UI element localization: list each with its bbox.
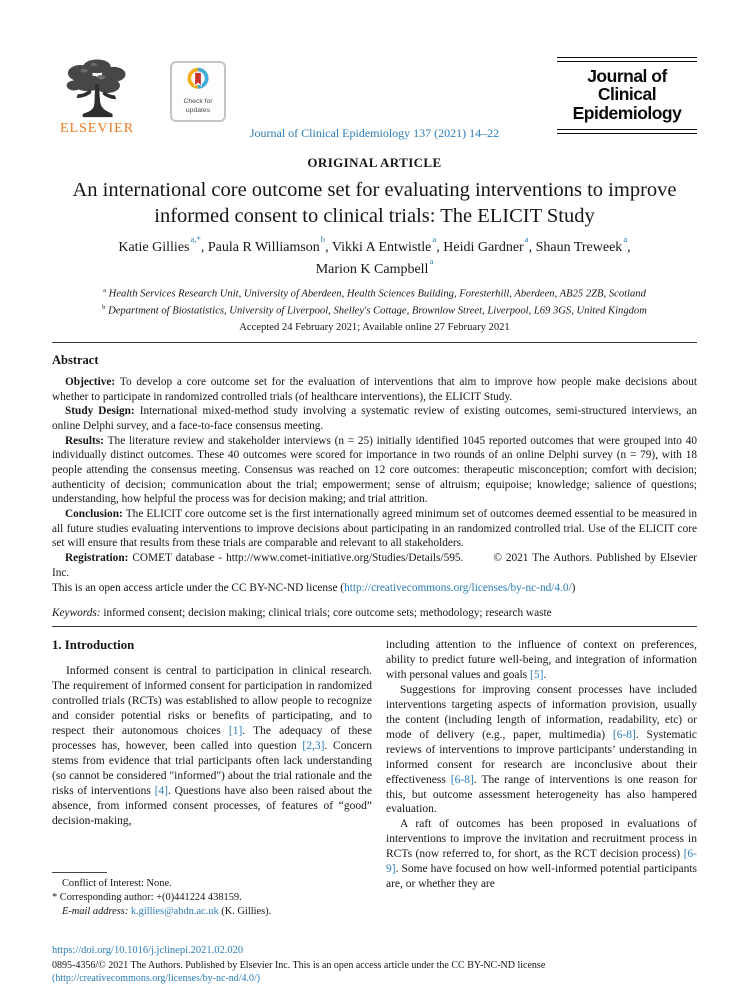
article-body: [52, 638, 697, 940]
crossmark-icon: [185, 66, 211, 92]
citation-5[interactable]: [5]: [530, 669, 544, 682]
authors-line-2: [52, 255, 697, 280]
author: Marion K Campbell$^a$: [315, 255, 434, 278]
intro-paragraph-1: Informed consent is central to participation in clinical research. The requirement of informed consent for participation in randomized controlled trials (RCTs) was established to allow people to recognize and consider potential risks or benefits of participating, and to respect their autonomous choices [1]. The adequacy of these processes has, however, been called into question [2,3]. Concern stems from evidence that trial participants often lack understanding (so cannot be considered "informed") about the trial rationale and the risks of interventions [4]. Questions have also been raised about the absence, from informed consent processes, of features of “good” decision-making,: [52, 665, 372, 827]
affiliations: [52, 286, 697, 319]
author: Vikki A Entwistle$^a$,: [331, 233, 444, 256]
citation-2-3[interactable]: [2,3]: [302, 739, 325, 752]
footnotes: [52, 872, 372, 919]
citation-1[interactable]: [1]: [228, 724, 243, 737]
abstract-objective: Objective: To develop a core outcome set for the evaluation of interventions that aim to improve how people make decisions about whether to participate in randomized controlled trials (of healthcare interventions), the ELICIT Study.: [52, 376, 697, 403]
cc-license-link[interactable]: http://creativecommons.org/licenses/by-nc-nd/4.0/: [344, 581, 572, 594]
journal-citation: Journal of Clinical Epidemiology 137 (2021) 14–22: [249, 126, 500, 140]
copyright-line: 0895-4356/© 2021 The Authors. Published by Elsevier Inc. This is an open access article under the CC BY-NC-ND license: [52, 960, 546, 972]
author: Heidi Gardner$^a$,: [443, 233, 536, 256]
abstract-results: Results: The literature review and stakeholder interviews (n = 25) initially identified 1045 reported outcomes that were grouped into 40 individually distinct outcomes. These 40 outcomes were scored for importance in two rounds of an online Delphi survey (n = 79), with 18 people attending the consensus meeting. Consensus was reached on 12 core outcomes: therapeutic misconception; comfort with decision; authenticity of decision; communication about the trial; empowerment; sense of altruism; equipoise; knowledge; salience of questions; understanding, how helpful the process was for decision making; and trial attrition.: [52, 434, 697, 506]
open-access-statement: This is an open access article under the CC BY-NC-ND license (http://creativecommons.org/licenses/by-nc-nd/4.0/): [52, 581, 576, 594]
check-for-updates-badge[interactable]: [170, 61, 226, 122]
elsevier-tree-icon: [61, 57, 133, 119]
divider-keywords: [52, 626, 697, 627]
journal-logo: [557, 57, 697, 134]
page-header: [52, 57, 697, 141]
footer: [52, 959, 697, 985]
citation-6-8[interactable]: [6-8]: [450, 773, 474, 786]
citation-4[interactable]: [4]: [154, 784, 168, 797]
elsevier-wordmark: ELSEVIER: [59, 121, 135, 136]
abstract-registration: Registration: COMET database - http://www.comet-initiative.org/Studies/Details/595. © 2021 The Authors. Published by Elsevier Inc.: [52, 552, 697, 579]
article-title: An international core outcome set for evaluating interventions to improve informed consent to clinical trials: The ELICIT Study: [72, 179, 677, 228]
journal-logo-line-1: Journal of: [587, 65, 667, 86]
author: Shaun Treweek$^a$,: [535, 233, 631, 256]
abstract: [52, 375, 697, 595]
authors-line-1: [52, 233, 697, 258]
author: Katie Gillies$^{a,*}$,: [118, 233, 208, 256]
email-link[interactable]: k.gillies@abdn.ac.uk: [130, 906, 219, 918]
citation-6-9[interactable]: [6-9]: [386, 848, 697, 876]
affiliation-b: $^b$ Department of Biostatistics, University of Liverpool, Shelley's Cottage, Brownlow Street, Liverpool, L69 3GS, United Kingdom: [102, 303, 647, 317]
footnote-rule: [52, 872, 107, 873]
corresponding-author-note: * Corresponding author: +(0)441224 438159.: [52, 892, 242, 904]
abstract-study-design: Study Design: International mixed-method study involving a systematic review of existing outcomes, semi-structured interviews, an online Delphi survey, and a face-to-face consensus meeting.: [52, 405, 697, 433]
article-type-label: ORIGINAL ARTICLE: [307, 155, 442, 170]
license-link[interactable]: (http://creativecommons.org/licenses/by-nc-nd/4.0/): [52, 973, 261, 985]
authors: [52, 233, 697, 280]
abstract-heading: Abstract: [52, 353, 99, 368]
affiliation-a: $^a$ Health Services Research Unit, University of Aberdeen, Health Sciences Building, Foresterhill, Aberdeen, AB25 2ZB, Scotland: [103, 287, 646, 300]
journal-logo-line-2: Clinical: [597, 84, 657, 105]
column-left: [52, 638, 372, 940]
journal-logo-line-3: Epidemiology: [572, 103, 682, 124]
elsevier-logo: [54, 57, 140, 137]
abstract-conclusion: Conclusion: The ELICIT core outcome set is the first internationally agreed minimum set of outcomes deemed essential to be measured in all future studies evaluating interventions to improve decisions about participating in an randomized controlled trial. Use of the ELICIT core set will ensure that results from these trials are comparable and relevant to all stakeholders.: [52, 508, 698, 550]
section-heading-introduction: 1. Introduction: [52, 638, 135, 653]
doi-link[interactable]: https://doi.org/10.1016/j.jclinepi.2021.02.020: [52, 945, 244, 957]
conflict-of-interest-note: Conflict of Interest: None.: [62, 878, 172, 890]
keywords: Keywords: informed consent; decision making; clinical trials; core outcome sets; methodology; research waste: [52, 607, 552, 620]
column-right: [386, 638, 697, 940]
email-note: E-mail address: k.gillies@abdn.ac.uk (K. Gillies).: [62, 906, 272, 918]
intro-paragraph-2: Suggestions for improving consent processes have included interventions targeting aspects of information provision, usually the content (including length of information, readability, etc) or mode of delivery (e.g., paper, multimedia) [6-8]. Systematic reviews of interventions to improve participants’ understanding in informed consent for research are inconclusive about their effectiveness [6-8]. The range of interventions is one reason for this, but outcome assessment heterogeneity has also hampered evaluation.: [386, 683, 697, 816]
article-dates: Accepted 24 February 2021; Available online 27 February 2021: [239, 322, 510, 334]
intro-paragraph-3: A raft of outcomes has been proposed in evaluations of interventions to improve the invitation and recruitment process in RCTs (now referred to, for short, as the RCT decision process) [6-9]. Some have focused on how well-informed potential participants are, or whether they are: [386, 818, 697, 891]
intro-paragraph-1-continued: including attention to the influence of context on preferences, ability to predict future well-being, and integration of information with personal values and goals [5].: [386, 639, 697, 682]
check-badge-label-2: updates: [185, 106, 211, 114]
author: Paula R Williamson$^b$,: [207, 233, 332, 256]
check-badge-label-1: Check for: [183, 98, 213, 105]
citation-6-8[interactable]: [6-8]: [612, 728, 636, 741]
divider-top: [52, 342, 697, 343]
